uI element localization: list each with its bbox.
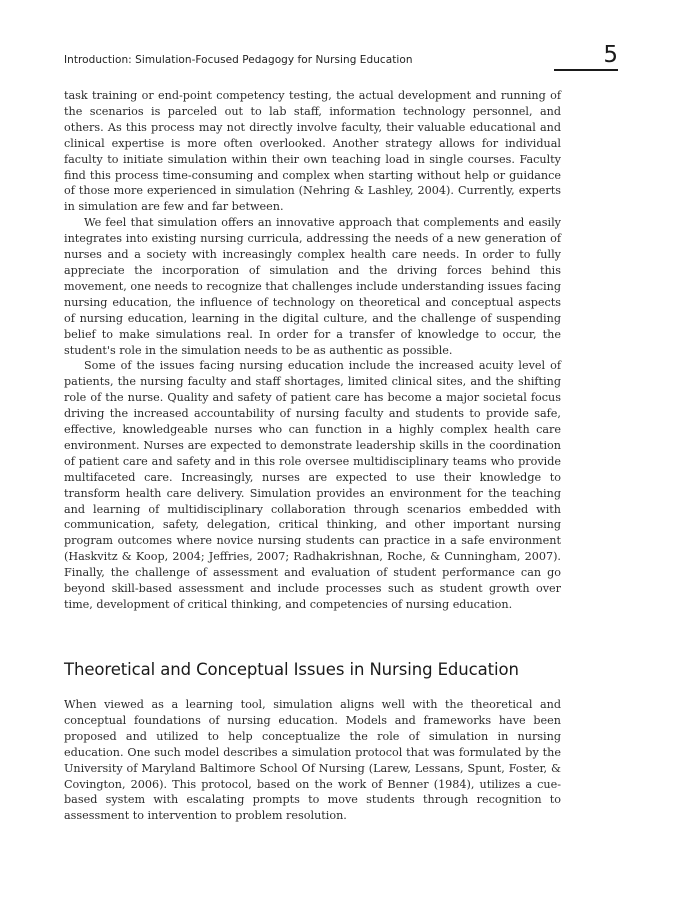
section-body <box>64 697 561 824</box>
page-number: 5 <box>603 42 618 68</box>
header-rule <box>554 69 618 71</box>
paragraph-continued: task training or end-point competency testing, the actual development and running of the scenarios is parceled out to lab staff, information technology personnel, and others. As this process may not directly involve faculty, their valuable educational and clinical expertise is more often overlooked. Another strategy allows for individual faculty to initiate simulation within their own teaching load in single courses. Faculty find this process time-consuming and complex when starting without help or guidance of those more experienced in simulation (Nehring & Lashley, 2004). Currently, experts in simulation are few and far between. <box>64 89 561 214</box>
running-header <box>64 42 618 72</box>
paragraph: We feel that simulation offers an innovative approach that complements and easily integrates into existing nursing curricula, addressing the needs of a new generation of nurses and a society with increasingly complex health care needs. In order to fully appreciate the incorporation of simulation and the driving forces behind this movement, one needs to recognize that challenges include understanding issues facing nursing education, the influence of technology on theoretical and conceptual aspects of nursing education, learning in the digital culture, and the challenge of suspending belief to make simulations real. In order for a transfer of knowledge to occur, the student's role in the simulation needs to be as authentic as possible. <box>64 216 561 357</box>
paragraph: Some of the issues facing nursing education include the increased acuity level of patients, the nursing faculty and staff shortages, limited clinical sites, and the shifting role of the nurse. Quality and safety of patient care has become a major societal focus driving the increased accountability of nursing faculty and students to provide safe, effective, knowledgeable nurses who can function in a highly complex health care environment. Nurses are expected to demonstrate leadership skills in the coordination of patient care and safety and in this role oversee multidisciplinary teams who provide multifaceted care. Increasingly, nurses are expected to use their knowledge to transform health care delivery. Simulation provides an environment for the teaching and learning of multidisciplinary collaboration through scenarios embedded with communication, safety, delegation, critical thinking, and other important nursing program outcomes where novice nursing students can practice in a safe environment (Haskvitz & Koop, 2004; Jeffries, 2007; Radhakrishnan, Roche, & Cunningham, 2007). Finally, the challenge of assessment and evaluation of student performance can go beyond skill-based assessment and include processes such as student growth over time, development of critical thinking, and competencies of nursing education. <box>64 359 561 611</box>
body-text <box>64 88 561 613</box>
section-paragraph: When viewed as a learning tool, simulation aligns well with the theoretical and conceptual foundations of nursing education. Models and frameworks have been proposed and utilized to help conceptualize the role of simulation in nursing education. One such model describes a simulation protocol that was formulated by the University of Maryland Baltimore School Of Nursing (Larew, Lessans, Spunt, Foster, & Covington, 2006). This protocol, based on the work of Benner (1984), utilizes a cue-based system with escalating prompts to move students through recognition to assessment to intervention to problem resolution. <box>64 698 561 823</box>
section-heading: Theoretical and Conceptual Issues in Nursing Education <box>64 660 519 679</box>
running-title: Introduction: Simulation-Focused Pedagogy for Nursing Education <box>64 54 413 66</box>
